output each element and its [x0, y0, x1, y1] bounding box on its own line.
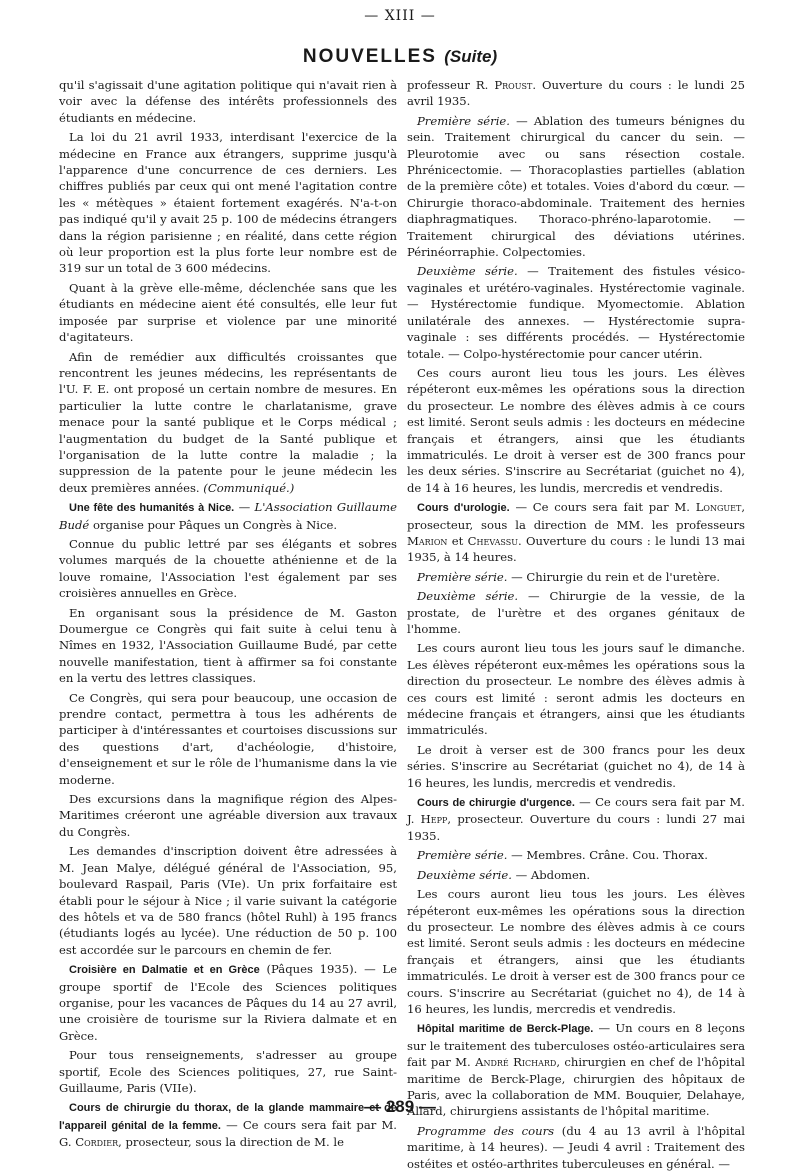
series-label: Deuxième série.: [417, 264, 518, 279]
paragraph-text: , chirurgien en chef de l'hôpital maritime de Berck-Plage, chirurgien des hôpitaux de Paris, avec la collaboration de MM. Bouquier, Delahaye, Allard, chirurgiens assistants de l'hôpital maritime.: [407, 1055, 745, 1119]
paragraph-text: , prosecteur. Ouverture du cours : lundi 27 mai 1935.: [407, 812, 745, 843]
series-paragraph: [407, 113, 745, 261]
paragraph-text: — Abdomen.: [511, 867, 591, 882]
paragraph-text: , prosecteur, sous la direction de M. le: [118, 1135, 344, 1150]
series-paragraph: [407, 588, 745, 637]
series-label: Première série.: [417, 569, 508, 584]
person-name: Hepp: [420, 812, 448, 827]
paragraph-text: , prosecteur, sous la direction de MM. les professeurs: [407, 500, 745, 532]
paragraph-text: — Ce cours sera fait par M. G.: [59, 1117, 397, 1150]
series-paragraph: [407, 569, 745, 585]
series-label: Première série.: [417, 848, 508, 863]
person-name: Proust: [494, 78, 533, 92]
paragraph: Des excursions dans la magnifique région des Alpes-Maritimes créeront une agréable diversion aux travaux du Congrès.: [59, 792, 397, 839]
association-name: L'Association Guillaume Budé: [59, 500, 398, 532]
paragraph-text: et: [447, 533, 468, 548]
person-name: André Richard: [475, 1055, 557, 1070]
paragraph: qu'il s'agissait d'une agitation politique qui n'avait rien à voir avec la défense des intérêts professionnels des étudiants en médecine.: [59, 78, 397, 125]
news-item-urologie: [407, 499, 745, 566]
section-title-text: NOUVELLES: [302, 46, 437, 67]
paragraph: [59, 349, 397, 497]
paragraph-text: (du 4 au 13 avril à l'hôpital maritime, à 14 heures). — Jeudi 4 avril : Traitement des ostéites et ostéo-arthrites tuberculeuses en général. —: [407, 1123, 745, 1171]
paragraph: Ces cours auront lieu tous les jours. Les élèves répéteront eux-mêmes les opérations sous la direction du prosecteur. Le nombre des élèves admis à ce cours est limité. Seront seuls admis : les docteurs en médecine français et étrangers, ainsi que les étudiants immatriculés. Le droit à verser est de 300 francs pour les deux séries. S'inscrire au Secrétariat (guichet no 4), de 14 à 16 heures, les lundis, mercredis et vendredis.: [407, 365, 745, 495]
series-label: Première série.: [417, 113, 510, 128]
paragraph-text: — Un cours en 8 leçons sur le traitement des tuberculoses ostéo-articulaires sera fait par M.: [407, 1021, 745, 1070]
series-label: Deuxième série.: [417, 867, 512, 882]
paragraph: [407, 77, 745, 110]
paragraph-text: — Ce cours sera fait par M. J.: [407, 795, 745, 827]
news-heading: Croisière en Dalmatie et en Grèce: [69, 964, 260, 977]
paragraph: Les cours auront lieu tous les jours. Les élèves répéteront eux-mêmes les opérations sous la direction du prosecteur. Le nombre des élèves admis à ce cours est limité. Seront seuls admis : les docteurs en médecine français et étrangers, ainsi que les étudiants immatriculés. Le droit à verser est de 300 francs pour ce cours. S'inscrire au Secrétariat (guichet no 4), de 14 à 16 heures, les lundis, mercredis et vendredis.: [407, 887, 745, 1016]
series-paragraph: [407, 1123, 745, 1172]
paragraph: Le droit à verser est de 300 francs pour les deux séries. S'inscrire au Secrétariat (guichet no 4), de 14 à 16 heures, les lundis, mercredis et vendredis.: [407, 742, 745, 790]
paragraph-text: professeur R.: [407, 78, 495, 92]
paragraph: Les demandes d'inscription doivent être adressées à M. Jean Malye, délégué général de l'Association, 95, boulevard Raspail, Paris (VIe). Un prix forfaitaire est établi pour le séjour à Nice ; il varie suivant la catégorie des hôtels et va de 580 francs (hôtel Ruhl) à 195 francs (étudiants logés au lycée). Une réduction de 50 p. 100 est accordée sur le parcours en chemin de fer.: [59, 844, 397, 957]
series-label: Deuxième série.: [417, 589, 519, 604]
paragraph-text: — Chirurgie du rein et de l'uretère.: [507, 569, 721, 584]
source-note: (Communiqué.): [203, 480, 295, 495]
paragraph-text: (Pâques 1935). — Le groupe sportif de l'Ecole des Sciences politiques organise, pour les vacances de Pâques du 14 au 27 avril, une croisière de tourisme sur la Riviera dalmate et en Grèce.: [59, 962, 397, 1043]
series-paragraph: [407, 263, 745, 361]
news-heading: Hôpital maritime de Berck-Plage.: [417, 1023, 594, 1036]
paragraph-text: Afin de remédier aux difficultés croissantes que rencontrent les jeunes médecins, les représentants de l'U. F. E. ont proposé un certain nombre de mesures. En particulier la lutte contre le charlatanisme, grave menace pour la santé publique et le Corps médical ; l'augmentation du budget de la Santé publique et l'organisation de la lutte contre la maladie ; la suppression de la patente pour le jeune médecin les deux premières années.: [59, 349, 397, 495]
paragraph-text: — Chirurgie de la vessie, de la prostate, de l'urètre et des organes génitaux de l'homme.: [407, 589, 745, 636]
paragraph-text: organise pour Pâques un Congrès à Nice.: [89, 517, 338, 532]
paragraph-text: . Ouverture du cours : le lundi 13 mai 1935, à 14 heures.: [407, 533, 745, 565]
person-name: Marion: [407, 533, 448, 548]
paragraph: Pour tous renseignements, s'adresser au groupe sportif, Ecole des Sciences politiques, 27, rue Saint-Guillaume, Paris (VIIe).: [59, 1048, 397, 1095]
news-item-croisiere: [59, 961, 397, 1044]
dash: —: [234, 500, 255, 515]
news-heading: Cours de chirurgie du thorax, de la glande mammaire et de l'appareil génital de la femme.: [59, 1102, 397, 1132]
person-name: Chevassu: [467, 533, 518, 548]
paragraph: En organisant sous la présidence de M. Gaston Doumergue ce Congrès qui fait suite à celui tenu à Nîmes en 1932, l'Association Guillaume Budé, par cette nouvelle manifestation, tient à affirmer sa foi constante en la vertu des lettres classiques.: [59, 605, 397, 686]
news-item-fete: [59, 499, 397, 533]
paragraph-text: — Traitement des fistules vésico-vaginales et urétéro-vaginales. Hystérectomie vaginale. — Hystérectomie fundique. Myomectomie. Ablation unilatérale des annexes. — Hystérectomie supra-vaginale : ses différents procédés. — Hystérectomie totale. — Colpo-hystérectomie pour cancer utérin.: [407, 264, 746, 361]
person-name: Longuet: [695, 500, 742, 515]
news-item-urgence: [407, 794, 745, 844]
paragraph: Connue du public lettré par ses élégants et sobres volumes marqués de la chouette athénienne et de la louve romaine, l'Association l'est également par ses croisières annuelles en Grèce.: [59, 536, 397, 601]
person-name: Cordier: [75, 1135, 119, 1150]
section-title: [0, 46, 800, 68]
news-heading: Une fête des humanités à Nice.: [69, 502, 235, 515]
paragraph-text: — Ce cours sera fait par M.: [509, 500, 696, 515]
paragraph: Ce Congrès, qui sera pour beaucoup, une occasion de prendre contact, permettra à tous les adhérents de participer à d'intéressantes et courtoises discussions sur des questions d'art, d'achéologie, d'histoire, d'enseignement et sur le rôle de l'humanisme dans la vie moderne.: [59, 690, 397, 787]
left-column: [59, 77, 397, 1154]
roman-page-number: — XIII —: [364, 8, 436, 24]
paragraph-text: — Membres. Crâne. Cou. Thorax.: [507, 848, 708, 863]
paragraph: Les cours auront lieu tous les jours sauf le dimanche. Les élèves répéteront eux-mêmes les opérations sous la direction du prosecteur. Le nombre des élèves admis à ces cours est limité : seront admis les docteurs en médecine français et étrangers, ainsi que les étudiants immatriculés.: [407, 641, 745, 738]
paragraph: Quant à la grève elle-même, déclenchée sans que les étudiants en médecine aient été consultés, elle leur fut imposée par surprise et violence par une minorité d'agitateurs.: [59, 280, 397, 345]
news-heading: Cours de chirurgie d'urgence.: [417, 797, 575, 810]
paragraph: La loi du 21 avril 1933, interdisant l'exercice de la médecine en France aux étrangers, supprime jusqu'à l'apparence d'une concurrence de ces derniers. Les chiffres publiés par ceux qui ont mené l'agitation contre les « métèques » étaient fortement exagérés. N'a-t-on pas indiqué qu'il y avait 25 p. 100 de médecins étrangers dans la région parisienne ; en réalité, dans cette région où leur proportion est la plus forte leur nombre est de 319 sur un total de 3 600 médecins.: [59, 130, 397, 276]
right-column: [407, 77, 745, 1175]
paragraph-text: — Ablation des tumeurs bénignes du sein. Traitement chirurgical du cancer du sein. — Pleurotomie avec ou sans résection costale. Phrénicectomie. — Thoracoplasties partielles (ablation de la première côte) et totales. Voies d'abord du cœur. — Chirurgie thoraco-abdominale. Traitement des hernies diaphragmatiques. Thoraco-phréno-laparotomie. — Traitement chirurgical des déviations utérines. Périnéorraphie. Colpectomies.: [407, 113, 745, 260]
series-label: Programme des cours: [417, 1123, 555, 1138]
page-number: — 289 —: [364, 1097, 436, 1116]
series-paragraph: [407, 867, 745, 883]
series-paragraph: [407, 847, 745, 863]
paragraph-text: . Ouverture du cours : le lundi 25 avril 1935.: [407, 78, 745, 109]
news-heading: Cours d'urologie.: [417, 502, 510, 515]
section-title-suite: (Suite): [444, 47, 498, 66]
